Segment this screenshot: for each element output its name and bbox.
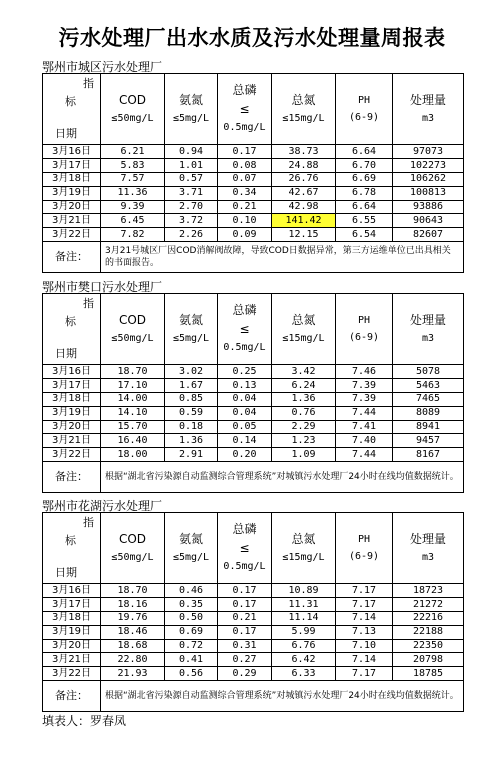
note-row bbox=[43, 681, 464, 712]
ph-header-line: (6-9) bbox=[348, 331, 380, 343]
tp-cell: 0.07 bbox=[218, 172, 272, 186]
cod-cell: 14.00 bbox=[101, 392, 165, 406]
header-row bbox=[43, 74, 464, 145]
date-cell: 3月20日 bbox=[43, 420, 101, 434]
tn-cell: 10.89 bbox=[272, 584, 336, 598]
tp-cell: 0.17 bbox=[218, 145, 272, 159]
ph-cell: 7.40 bbox=[336, 434, 393, 448]
table-row bbox=[43, 228, 464, 242]
tn-cell: 1.23 bbox=[272, 434, 336, 448]
cod-cell: 18.16 bbox=[101, 597, 165, 611]
vol-cell: 90643 bbox=[393, 214, 464, 228]
nh3-cell: 3.02 bbox=[165, 365, 218, 379]
date-cell: 3月17日 bbox=[43, 158, 101, 172]
vol-cell: 93886 bbox=[393, 200, 464, 214]
tn-cell: 0.76 bbox=[272, 406, 336, 420]
tn-cell: 1.36 bbox=[272, 392, 336, 406]
cod-header-line: COD bbox=[118, 312, 147, 327]
volume-header bbox=[393, 513, 464, 584]
table-row bbox=[43, 145, 464, 159]
tp-cell: 0.05 bbox=[218, 420, 272, 434]
table-row bbox=[43, 639, 464, 653]
nh3-cell: 2.91 bbox=[165, 448, 218, 462]
date-cell: 3月17日 bbox=[43, 597, 101, 611]
date-cell: 3月20日 bbox=[43, 639, 101, 653]
signer-name: 罗春凤 bbox=[90, 714, 127, 728]
table-row bbox=[43, 200, 464, 214]
ph-header bbox=[336, 74, 393, 145]
tp-cell: 0.17 bbox=[218, 625, 272, 639]
corner-label-indicator: 指 bbox=[83, 516, 94, 529]
nh3-cell: 0.59 bbox=[165, 406, 218, 420]
nh3-cell: 0.41 bbox=[165, 653, 218, 667]
nh3-cell: 2.26 bbox=[165, 228, 218, 242]
ph-cell: 7.17 bbox=[336, 667, 393, 681]
phosphorus-header bbox=[218, 74, 272, 145]
tp-cell: 0.08 bbox=[218, 158, 272, 172]
date-cell: 3月22日 bbox=[43, 667, 101, 681]
tp-cell: 0.27 bbox=[218, 653, 272, 667]
date-cell: 3月18日 bbox=[43, 392, 101, 406]
table-row bbox=[43, 584, 464, 598]
corner-label-mark: 标 bbox=[65, 315, 76, 328]
date-cell: 3月16日 bbox=[43, 365, 101, 379]
table-row bbox=[43, 186, 464, 200]
tp-cell: 0.21 bbox=[218, 200, 272, 214]
note-text: 根据“湖北省污染源自动监测综合管理系统”对城镇污水处理厂24小时在线均值数据统计。 bbox=[101, 462, 464, 493]
date-cell: 3月21日 bbox=[43, 214, 101, 228]
volume-header bbox=[393, 74, 464, 145]
volume-header-line: m3 bbox=[421, 332, 435, 344]
nh3-cell: 0.72 bbox=[165, 639, 218, 653]
tp-cell: 0.04 bbox=[218, 392, 272, 406]
ammonia-header-line: ≤5mg/L bbox=[172, 332, 210, 344]
ph-cell: 7.41 bbox=[336, 420, 393, 434]
ph-cell: 7.44 bbox=[336, 406, 393, 420]
cod-cell: 18.70 bbox=[101, 365, 165, 379]
vol-cell: 8089 bbox=[393, 406, 464, 420]
ph-cell: 7.17 bbox=[336, 597, 393, 611]
nitrogen-header bbox=[272, 74, 336, 145]
table-row bbox=[43, 214, 464, 228]
tn-cell: 5.99 bbox=[272, 625, 336, 639]
tn-cell: 6.33 bbox=[272, 667, 336, 681]
table-row bbox=[43, 611, 464, 625]
ph-cell: 6.64 bbox=[336, 200, 393, 214]
vol-cell: 18723 bbox=[393, 584, 464, 598]
vol-cell: 106262 bbox=[393, 172, 464, 186]
tn-cell: 11.14 bbox=[272, 611, 336, 625]
table-row bbox=[43, 172, 464, 186]
corner-header bbox=[43, 294, 101, 365]
tn-cell: 11.31 bbox=[272, 597, 336, 611]
table-row bbox=[43, 667, 464, 681]
cod-cell: 21.93 bbox=[101, 667, 165, 681]
table-row bbox=[43, 365, 464, 379]
tp-cell: 0.17 bbox=[218, 597, 272, 611]
corner-header bbox=[43, 74, 101, 145]
vol-cell: 22350 bbox=[393, 639, 464, 653]
date-cell: 3月18日 bbox=[43, 611, 101, 625]
corner-label-date: 日期 bbox=[55, 566, 77, 580]
tn-cell: 26.76 bbox=[272, 172, 336, 186]
date-cell: 3月19日 bbox=[43, 406, 101, 420]
highlighted-cell: 141.42 bbox=[272, 214, 336, 228]
volume-header-line: m3 bbox=[421, 551, 435, 563]
vol-cell: 5078 bbox=[393, 365, 464, 379]
ph-header-line: (6-9) bbox=[348, 111, 380, 123]
ph-cell: 7.17 bbox=[336, 584, 393, 598]
date-cell: 3月18日 bbox=[43, 172, 101, 186]
cod-cell: 22.80 bbox=[101, 653, 165, 667]
nh3-cell: 0.35 bbox=[165, 597, 218, 611]
cod-header bbox=[101, 74, 165, 145]
nitrogen-header-line: 总氮 bbox=[291, 531, 316, 546]
phosphorus-header-line: ≤ bbox=[239, 541, 250, 556]
volume-header bbox=[393, 294, 464, 365]
tn-cell: 3.42 bbox=[272, 365, 336, 379]
date-cell: 3月16日 bbox=[43, 145, 101, 159]
cod-cell: 5.83 bbox=[101, 158, 165, 172]
table-row bbox=[43, 434, 464, 448]
vol-cell: 82607 bbox=[393, 228, 464, 242]
vol-cell: 102273 bbox=[393, 158, 464, 172]
ph-cell: 6.64 bbox=[336, 145, 393, 159]
nh3-cell: 0.50 bbox=[165, 611, 218, 625]
tp-cell: 0.10 bbox=[218, 214, 272, 228]
cod-cell: 9.39 bbox=[101, 200, 165, 214]
nh3-cell: 3.71 bbox=[165, 186, 218, 200]
tn-cell: 12.15 bbox=[272, 228, 336, 242]
note-row bbox=[43, 242, 464, 273]
cod-cell: 6.45 bbox=[101, 214, 165, 228]
vol-cell: 18785 bbox=[393, 667, 464, 681]
table-row bbox=[43, 625, 464, 639]
nh3-cell: 0.18 bbox=[165, 420, 218, 434]
vol-cell: 21272 bbox=[393, 597, 464, 611]
date-cell: 3月22日 bbox=[43, 228, 101, 242]
nh3-cell: 0.85 bbox=[165, 392, 218, 406]
nh3-cell: 0.57 bbox=[165, 172, 218, 186]
ph-header-line: PH bbox=[357, 534, 371, 545]
section-title: 鄂州市城区污水处理厂 bbox=[42, 60, 163, 74]
ammonia-header bbox=[165, 74, 218, 145]
phosphorus-header-line: 总磷 bbox=[232, 83, 257, 98]
tn-cell: 42.67 bbox=[272, 186, 336, 200]
date-cell: 3月21日 bbox=[43, 653, 101, 667]
ph-cell: 7.39 bbox=[336, 378, 393, 392]
volume-header-line: m3 bbox=[421, 112, 435, 124]
ph-cell: 7.14 bbox=[336, 653, 393, 667]
table-row bbox=[43, 392, 464, 406]
corner-label-indicator: 指 bbox=[83, 297, 94, 310]
ph-cell: 6.70 bbox=[336, 158, 393, 172]
date-cell: 3月20日 bbox=[43, 200, 101, 214]
cod-cell: 7.57 bbox=[101, 172, 165, 186]
tn-cell: 42.98 bbox=[272, 200, 336, 214]
date-cell: 3月16日 bbox=[43, 584, 101, 598]
cod-header bbox=[101, 294, 165, 365]
nh3-cell: 2.70 bbox=[165, 200, 218, 214]
vol-cell: 8167 bbox=[393, 448, 464, 462]
phosphorus-header-line: ≤ bbox=[239, 322, 250, 337]
ph-cell: 6.54 bbox=[336, 228, 393, 242]
tn-cell: 2.29 bbox=[272, 420, 336, 434]
note-label: 备注： bbox=[43, 462, 101, 493]
vol-cell: 100813 bbox=[393, 186, 464, 200]
phosphorus-header bbox=[218, 513, 272, 584]
table-row bbox=[43, 597, 464, 611]
ammonia-header-line: ≤5mg/L bbox=[172, 551, 210, 563]
cod-cell: 15.70 bbox=[101, 420, 165, 434]
tn-cell: 6.24 bbox=[272, 378, 336, 392]
date-cell: 3月17日 bbox=[43, 378, 101, 392]
cod-cell: 18.70 bbox=[101, 584, 165, 598]
date-cell: 3月19日 bbox=[43, 625, 101, 639]
header-row bbox=[43, 513, 464, 584]
ph-header bbox=[336, 513, 393, 584]
cod-cell: 18.46 bbox=[101, 625, 165, 639]
nh3-cell: 1.36 bbox=[165, 434, 218, 448]
tn-cell: 6.42 bbox=[272, 653, 336, 667]
nh3-cell: 1.67 bbox=[165, 378, 218, 392]
tp-cell: 0.20 bbox=[218, 448, 272, 462]
note-label: 备注： bbox=[43, 242, 101, 273]
tp-cell: 0.29 bbox=[218, 667, 272, 681]
ph-header bbox=[336, 294, 393, 365]
tp-cell: 0.04 bbox=[218, 406, 272, 420]
ph-cell: 7.10 bbox=[336, 639, 393, 653]
note-label: 备注： bbox=[43, 681, 101, 712]
note-text: 根据“湖北省污染源自动监测综合管理系统”对城镇污水处理厂24小时在线均值数据统计。 bbox=[101, 681, 464, 712]
report-table bbox=[42, 293, 464, 493]
note-text: 3月21号城区厂因COD消解阀故障，导致COD日数据异常，第三方运维单位已出具相关的书面报告。 bbox=[101, 242, 464, 273]
vol-cell: 5463 bbox=[393, 378, 464, 392]
section-title: 鄂州市花湖污水处理厂 bbox=[42, 499, 163, 513]
nh3-cell: 0.46 bbox=[165, 584, 218, 598]
tp-cell: 0.25 bbox=[218, 365, 272, 379]
section-title: 鄂州市樊口污水处理厂 bbox=[42, 280, 163, 294]
nh3-cell: 3.72 bbox=[165, 214, 218, 228]
phosphorus-header bbox=[218, 294, 272, 365]
ammonia-header-line: 氨氮 bbox=[178, 312, 203, 327]
signer-label: 填表人： bbox=[42, 714, 91, 728]
ph-header-line: PH bbox=[357, 315, 371, 326]
phosphorus-header-line: 0.5mg/L bbox=[223, 561, 266, 573]
phosphorus-header-line: 总磷 bbox=[232, 303, 257, 318]
nitrogen-header bbox=[272, 513, 336, 584]
vol-cell: 20798 bbox=[393, 653, 464, 667]
vol-cell: 97073 bbox=[393, 145, 464, 159]
corner-label-mark: 标 bbox=[65, 534, 76, 547]
nitrogen-header-line: 总氮 bbox=[291, 92, 316, 107]
nh3-cell: 0.69 bbox=[165, 625, 218, 639]
ph-cell: 7.44 bbox=[336, 448, 393, 462]
ph-header-line: PH bbox=[357, 95, 371, 106]
table-row bbox=[43, 420, 464, 434]
ph-cell: 7.46 bbox=[336, 365, 393, 379]
phosphorus-header-line: 0.5mg/L bbox=[223, 122, 266, 134]
tp-cell: 0.13 bbox=[218, 378, 272, 392]
cod-cell: 7.82 bbox=[101, 228, 165, 242]
ammonia-header bbox=[165, 294, 218, 365]
nh3-cell: 1.01 bbox=[165, 158, 218, 172]
tp-cell: 0.31 bbox=[218, 639, 272, 653]
ammonia-header-line: 氨氮 bbox=[178, 531, 203, 546]
corner-label-date: 日期 bbox=[55, 347, 77, 361]
tn-cell: 6.76 bbox=[272, 639, 336, 653]
tp-cell: 0.34 bbox=[218, 186, 272, 200]
cod-header-line: COD bbox=[118, 531, 147, 546]
date-cell: 3月19日 bbox=[43, 186, 101, 200]
cod-header-line: ≤50mg/L bbox=[111, 112, 154, 124]
corner-header bbox=[43, 513, 101, 584]
ph-cell: 6.78 bbox=[336, 186, 393, 200]
cod-header-line: ≤50mg/L bbox=[111, 551, 154, 563]
nitrogen-header-line: ≤15mg/L bbox=[282, 112, 325, 124]
ph-cell: 6.55 bbox=[336, 214, 393, 228]
cod-cell: 19.76 bbox=[101, 611, 165, 625]
phosphorus-header-line: 总磷 bbox=[232, 522, 257, 537]
report-title: 污水处理厂出水水质及污水处理量周报表 bbox=[58, 25, 446, 50]
phosphorus-header-line: ≤ bbox=[239, 102, 250, 117]
vol-cell: 8941 bbox=[393, 420, 464, 434]
corner-label-indicator: 指 bbox=[83, 77, 94, 90]
ammonia-header-line: 氨氮 bbox=[178, 92, 203, 107]
report-table bbox=[42, 512, 464, 712]
tn-cell: 1.09 bbox=[272, 448, 336, 462]
tp-cell: 0.09 bbox=[218, 228, 272, 242]
ammonia-header bbox=[165, 513, 218, 584]
vol-cell: 22188 bbox=[393, 625, 464, 639]
header-row bbox=[43, 294, 464, 365]
volume-header-line: 处理量 bbox=[409, 312, 446, 327]
vol-cell: 9457 bbox=[393, 434, 464, 448]
cod-header-line: COD bbox=[118, 92, 147, 107]
report-table bbox=[42, 73, 464, 273]
tp-cell: 0.14 bbox=[218, 434, 272, 448]
corner-label-mark: 标 bbox=[65, 95, 76, 108]
nitrogen-header-line: ≤15mg/L bbox=[282, 332, 325, 344]
signer-line bbox=[42, 712, 126, 729]
cod-cell: 18.00 bbox=[101, 448, 165, 462]
vol-cell: 7465 bbox=[393, 392, 464, 406]
phosphorus-header-line: 0.5mg/L bbox=[223, 342, 266, 354]
tp-cell: 0.17 bbox=[218, 584, 272, 598]
nitrogen-header bbox=[272, 294, 336, 365]
cod-header bbox=[101, 513, 165, 584]
volume-header-line: 处理量 bbox=[409, 92, 446, 107]
volume-header-line: 处理量 bbox=[409, 531, 446, 546]
ph-cell: 7.39 bbox=[336, 392, 393, 406]
table-row bbox=[43, 158, 464, 172]
nh3-cell: 0.94 bbox=[165, 145, 218, 159]
tp-cell: 0.21 bbox=[218, 611, 272, 625]
vol-cell: 22216 bbox=[393, 611, 464, 625]
table-row bbox=[43, 378, 464, 392]
corner-label-date: 日期 bbox=[55, 127, 77, 141]
table-row bbox=[43, 653, 464, 667]
cod-header-line: ≤50mg/L bbox=[111, 332, 154, 344]
table-row bbox=[43, 448, 464, 462]
date-cell: 3月22日 bbox=[43, 448, 101, 462]
cod-cell: 11.36 bbox=[101, 186, 165, 200]
cod-cell: 17.10 bbox=[101, 378, 165, 392]
nitrogen-header-line: ≤15mg/L bbox=[282, 551, 325, 563]
ph-cell: 7.14 bbox=[336, 611, 393, 625]
cod-cell: 16.40 bbox=[101, 434, 165, 448]
cod-cell: 18.68 bbox=[101, 639, 165, 653]
nh3-cell: 0.56 bbox=[165, 667, 218, 681]
ph-cell: 7.13 bbox=[336, 625, 393, 639]
ph-cell: 6.69 bbox=[336, 172, 393, 186]
cod-cell: 6.21 bbox=[101, 145, 165, 159]
nitrogen-header-line: 总氮 bbox=[291, 312, 316, 327]
ph-header-line: (6-9) bbox=[348, 550, 380, 562]
ammonia-header-line: ≤5mg/L bbox=[172, 112, 210, 124]
note-row bbox=[43, 462, 464, 493]
table-row bbox=[43, 406, 464, 420]
tn-cell: 38.73 bbox=[272, 145, 336, 159]
tn-cell: 24.88 bbox=[272, 158, 336, 172]
cod-cell: 14.10 bbox=[101, 406, 165, 420]
date-cell: 3月21日 bbox=[43, 434, 101, 448]
